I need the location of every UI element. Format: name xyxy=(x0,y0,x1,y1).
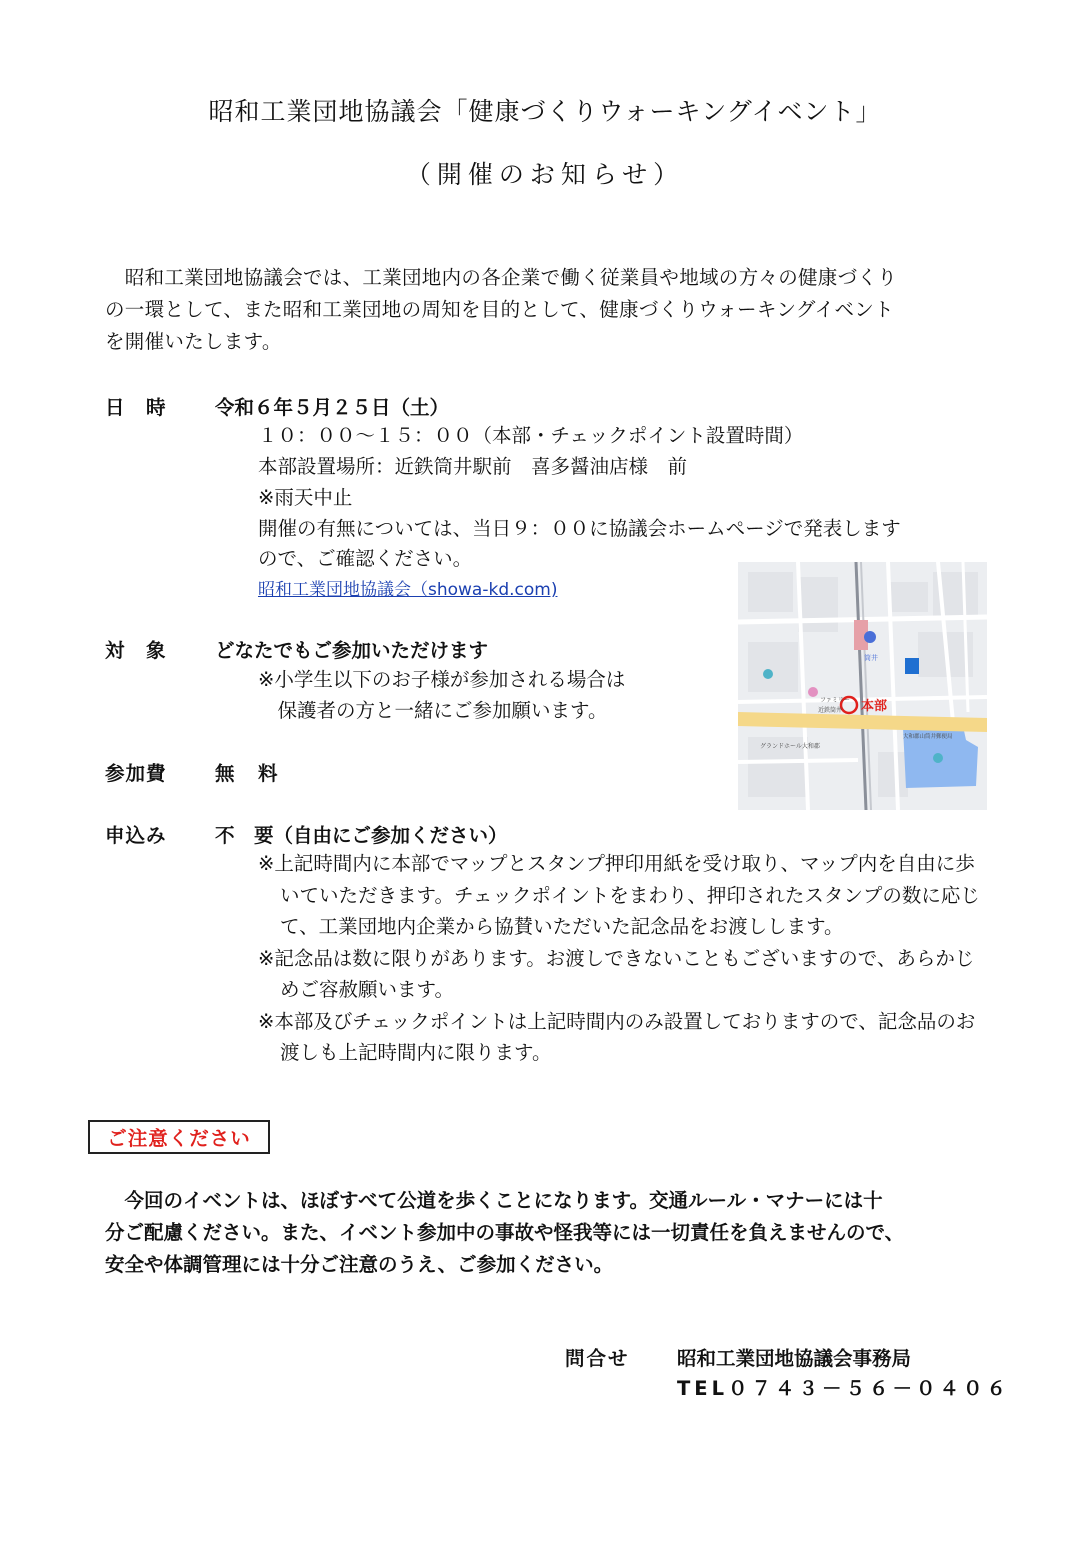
apply-note: ※本部及びチェックポイントは上記時間内のみ設置しておりますので、記念品のお渡しも上記時間内に限ります。 xyxy=(258,1009,976,1064)
rain-note: ※雨天中止 xyxy=(258,486,353,509)
apply-note: ※上記時間内に本部でマップとスタンプ押印用紙を受け取り、マップ内を自由に歩いていただきます。チェックポイントをまわり、押印されたスタンプの数に応じて、工業団地内企業から協賛いただいた記念品をお渡しします。 xyxy=(258,852,980,938)
caution-heading: ご注意ください xyxy=(88,1120,270,1154)
target-note: ※小学生以下のお子様が参加される場合は xyxy=(258,668,626,691)
event-time: １０：００～１５：００（本部・チェックポイント設置時間） xyxy=(258,424,804,447)
event-date: 令和６年５月２５日（土） xyxy=(215,396,450,419)
datetime-label: 日 時 xyxy=(105,396,167,419)
caution-paragraph xyxy=(105,1185,990,1281)
fee-label: 参加費 xyxy=(105,762,167,785)
intro-line: を開催いたします。 xyxy=(105,330,282,353)
target-value: どなたでもご参加いただけます xyxy=(215,639,489,662)
apply-note: ※記念品は数に限りがあります。お渡しできないこともございますので、あらかじめご容赦願います。 xyxy=(258,946,975,1001)
map-post-label: 大和郡山筒井郵便局 xyxy=(903,734,953,740)
intro-paragraph xyxy=(105,262,990,358)
apply-label: 申込み xyxy=(105,824,167,847)
homepage-link[interactable]: 昭和工業団地協議会（showa-kd.com) xyxy=(258,580,558,600)
apply-value: 不 要（自由にご参加ください） xyxy=(215,824,508,847)
hq-location: 本部設置場所：近鉄筒井駅前 喜多醤油店様 前 xyxy=(258,455,688,478)
document-subtitle: （開催のお知らせ） xyxy=(405,160,685,189)
location-map xyxy=(738,562,987,810)
map-hq-label: 本部 xyxy=(861,699,888,714)
caution-line: 今回のイベントは、ほぼすべて公道を歩くことになります。交通ルール・マナーには十 xyxy=(105,1189,883,1212)
apply-notes xyxy=(258,848,988,1069)
target-label: 対 象 xyxy=(105,639,167,662)
contact-organization: 昭和工業団地協議会事務局 xyxy=(677,1347,912,1370)
contact-phone: TEL０７４３－５６－０４０６ xyxy=(677,1377,1011,1400)
announcement-note-cont: ので、ご確認ください。 xyxy=(258,547,473,570)
target-note-cont: 保護者の方と一緒にご参加願います。 xyxy=(258,699,608,722)
fee-value: 無 料 xyxy=(215,762,280,785)
caution-line: 安全や体調管理には十分ご注意のうえ、ご参加ください。 xyxy=(105,1253,614,1276)
announcement-note: 開催の有無については、当日９：００に協議会ホームページで発表します xyxy=(258,517,901,540)
caution-line: 分ご配慮ください。また、イベント参加中の事故や怪我等には一切責任を負えませんので、 xyxy=(105,1221,905,1244)
map-station-label: 筒井 xyxy=(864,654,878,662)
map-hall-label: グランドホール大和郡 xyxy=(760,743,820,750)
map-graphic xyxy=(738,562,987,810)
map-shop-label: ファミリー xyxy=(820,697,850,704)
intro-line: 昭和工業団地協議会では、工業団地内の各企業で働く従業員や地域の方々の健康づくり xyxy=(105,266,898,289)
document-title: 昭和工業団地協議会「健康づくりウォーキングイベント」 xyxy=(208,97,882,126)
contact-label: 問合せ xyxy=(565,1347,630,1370)
map-shop-label: 近鉄筒井 xyxy=(818,707,843,714)
intro-line: の一環として、また昭和工業団地の周知を目的として、健康づくりウォーキングイベント xyxy=(105,298,894,321)
